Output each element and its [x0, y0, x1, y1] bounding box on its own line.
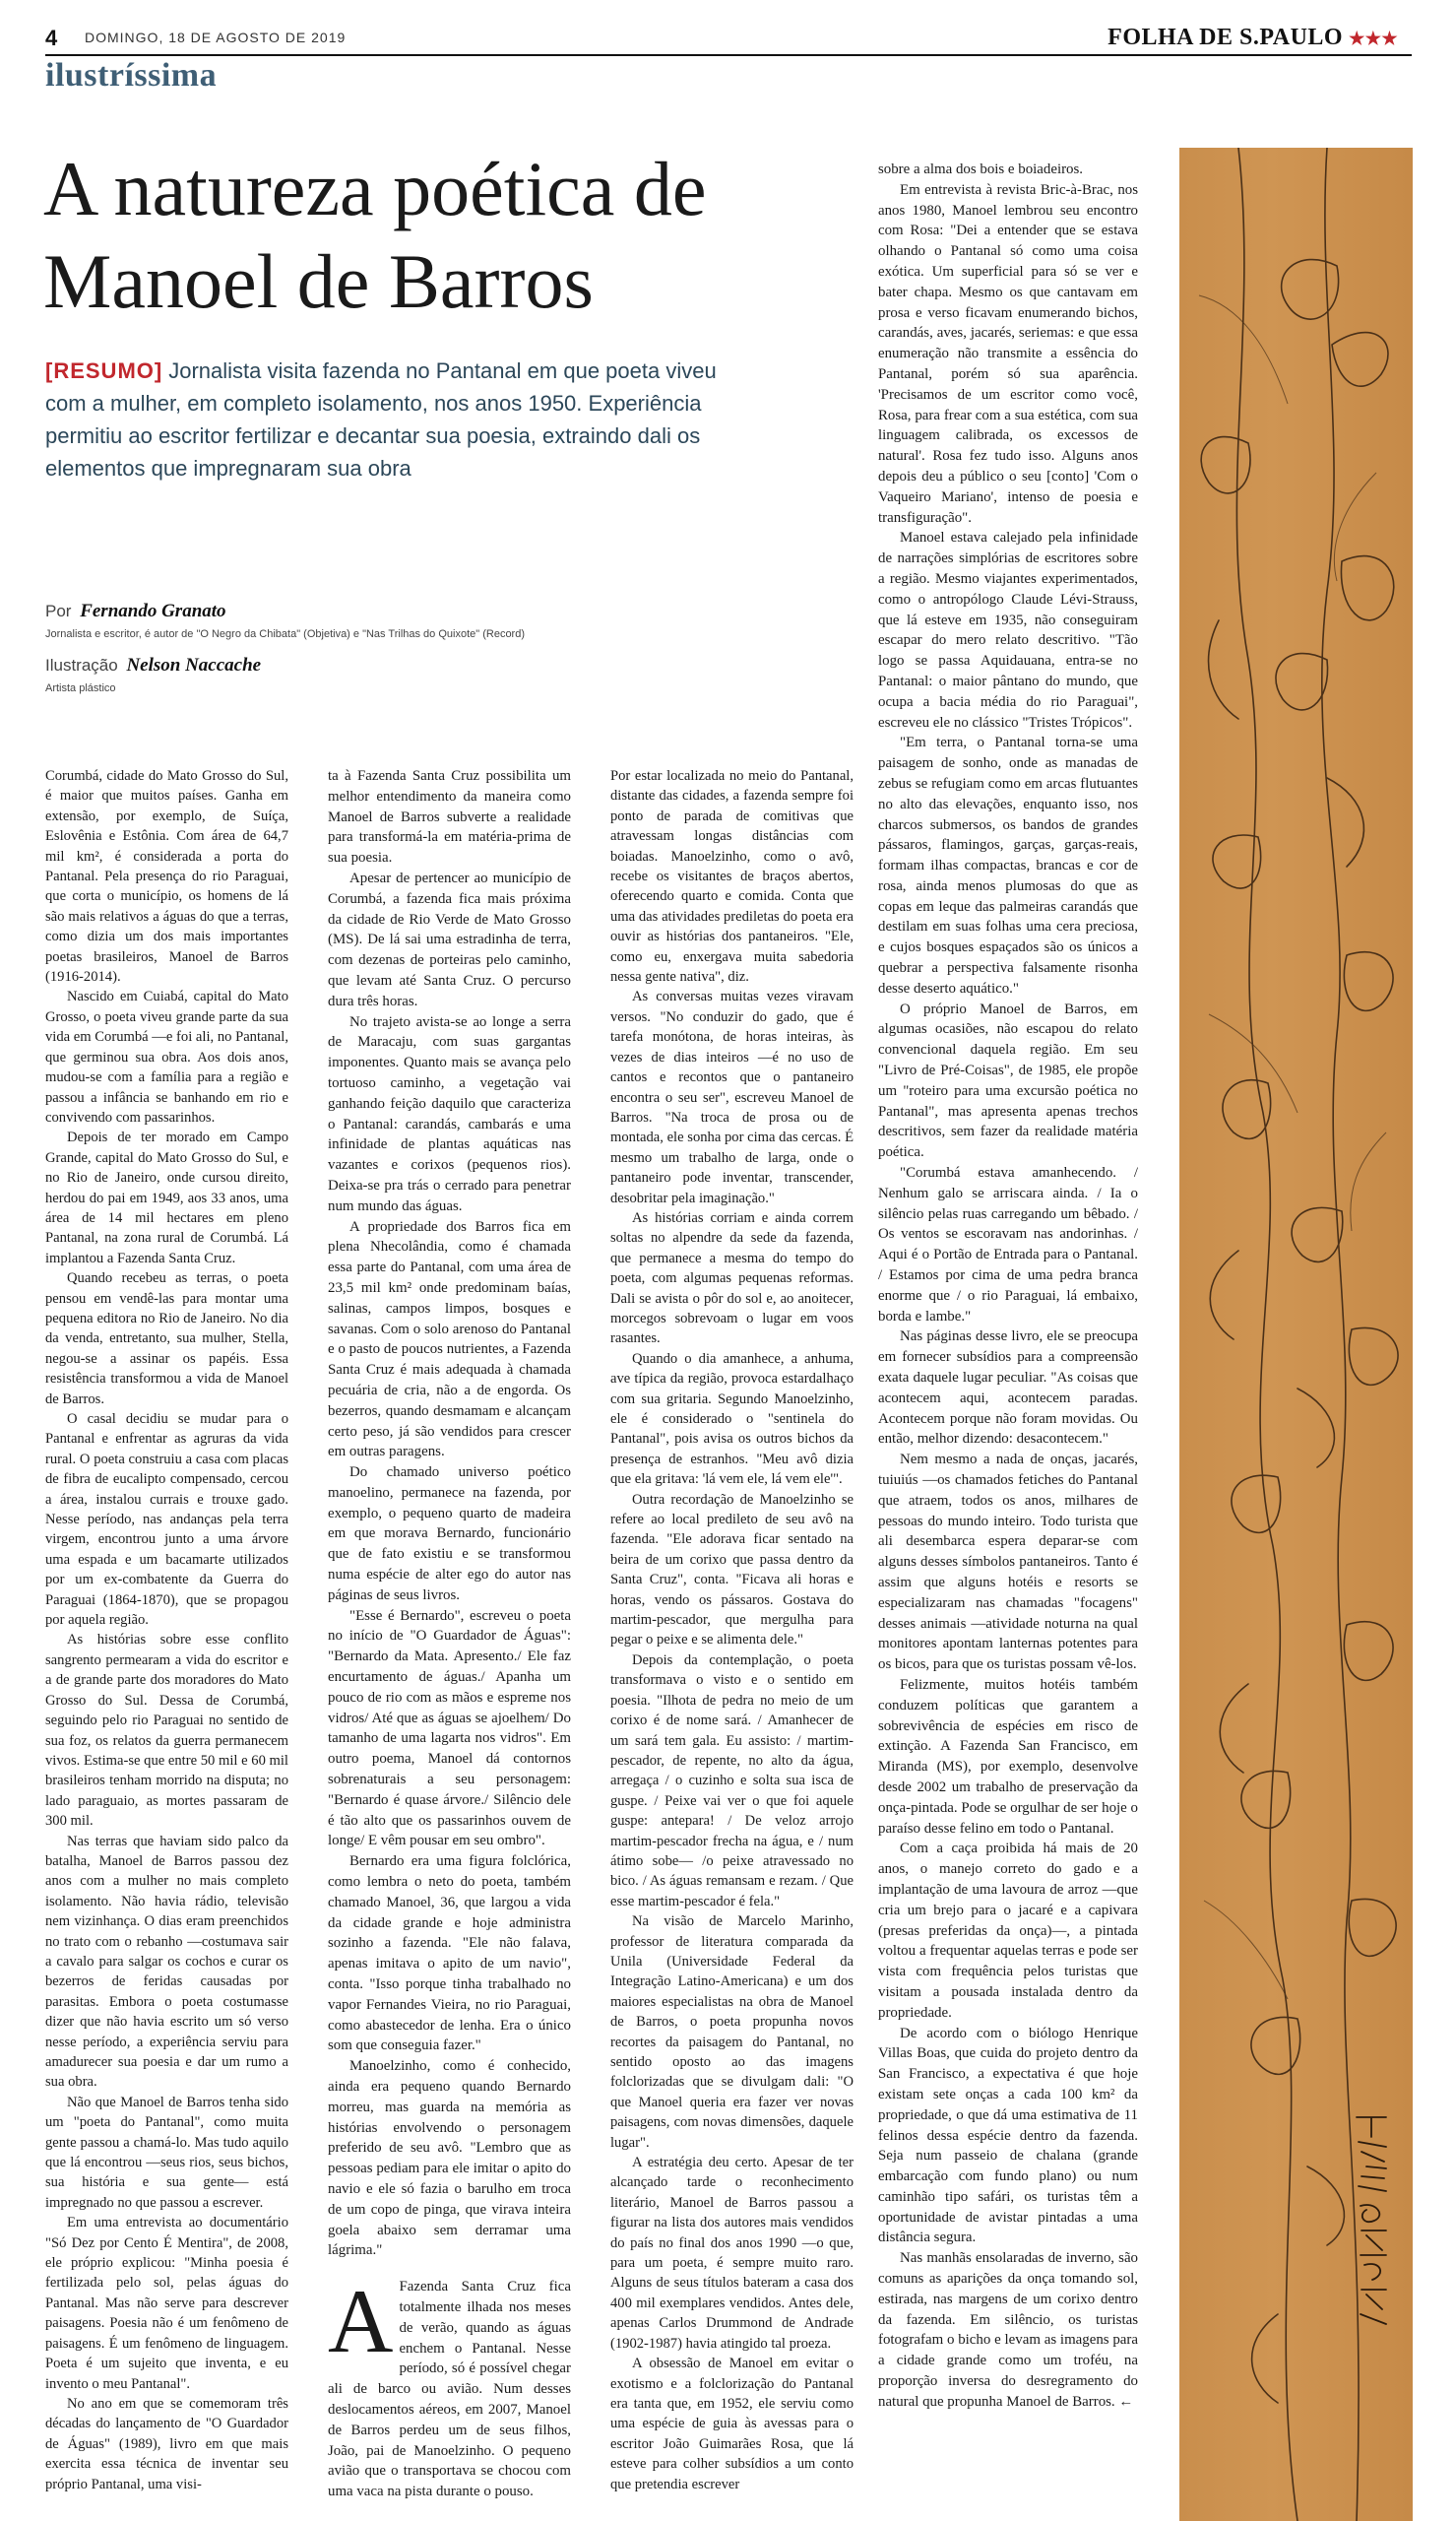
paragraph: sobre a alma dos bois e boiadeiros. — [878, 162, 1084, 177]
drop-cap: A — [328, 2271, 394, 2372]
author-bio: Jornalista e escritor, é autor de "O Negro da Chibata" (Objetiva) e "Nas Trilhas do Quixote" (Record) — [45, 628, 526, 640]
paragraph: Com a caça proibida há mais de 20 anos, o manejo correto do gado e a implantação de uma lavoura de arroz —que cria um brejo para o jacaré e a capivara (presas preferidas da onça)—, a pintada voltou a frequentar aquelas terras e pode ser vista com frequência pelos turistas que visitam a pousada instalada dentro da propriedade. — [878, 1841, 1138, 2021]
paragraph: O próprio Manoel de Barros, em algumas ocasiões, não escapou do relato convencional daquela região. Em seu "Livro de Pré-Coisas", de 1985, ele propõe um "roteiro para uma excursão poética no Pantanal", mas apresenta apenas trechos descritivos, sem fazer da realidade matéria poética. — [878, 1001, 1138, 1161]
summary — [45, 355, 754, 485]
article-column-3 — [610, 766, 854, 2494]
paragraph: Nem mesmo a nada de onças, jacarés, tuiuiús —os chamados fetiches do Pantanal que atraem, todos os anos, milhares de pessoas do mundo inteiro. Todo turista que ali desembarca espera deparar-se com alguns desses símbolos pantaneiros. Tanto é assim que alguns hotéis e resorts se especializaram nas chamadas "focagens" desses animais —atividade noturna na qual monitores apontam lanternas potentes para os bicos, para que os turistas possam vê-los. — [878, 1452, 1138, 1673]
summary-tag: [RESUMO] — [45, 358, 163, 383]
paragraph: Quando recebeu as terras, o poeta pensou em vendê-las para montar uma pequena editora no Rio de Janeiro. No dia da venda, entretanto, sua mulher, Stella, negou-se a assinar os papéis. Essa resistência transformou a vida de Manoel de Barros. — [45, 1270, 288, 1407]
illustrator-name: Nelson Naccache — [126, 655, 262, 676]
paragraph: O casal decidiu se mudar para o Pantanal e enfrentar as agruras da vida rural. O poeta construiu a casa com placas de fibra de eucalipto compensado, cercou a área, instalou currais e trouxe gado. Nesse período, nas andanças pela terra virgem, encontrou junto a uma árvore uma espada e um bacamarte utilizados por um ex-combatente da Guerra do Paraguai (1864-1870), que se propagou por aquela região. — [45, 1411, 288, 1629]
paragraph: A estratégia deu certo. Apesar de ter alcançado tarde o reconhecimento literário, Manoel de Barros passou a figurar na lista dos autores mais vendidos do país no final dos anos 1990 —o que, para um poeta, é sempre muito raro. Alguns de seus títulos bateram a casa dos 400 mil exemplares vendidos. Antes dele, apenas Carlos Drummond de Andrade (1902-1987) havia atingido tal proeza. — [610, 2155, 854, 2352]
dateline: DOMINGO, 18 DE AGOSTO DE 2019 — [85, 30, 347, 45]
illustration-panel — [1179, 148, 1413, 2521]
byline-prefix: Por — [45, 602, 72, 620]
paragraph: A obsessão de Manoel em evitar o exotismo e a folclorização do Pantanal era tanta que, em 1952, ele serviu como uma espécie de guia às avessas para o escritor João Guimarães Rosa, que lá esteve para colher subsídios a um conto que pretendia escrever — [610, 2356, 854, 2492]
header-rule — [45, 54, 1412, 56]
dropcap-text: Fazenda Santa Cruz fica totalmente ilhada nos meses de verão, quando as águas enchem o Pantanal. Nesse período, só é possível chegar ali de barco ou avião. Num desses deslocamentos aéreos, em 2007, Manoel de Barros perdeu um de seus filhos, João, pai de Manoelzinho. O pequeno avião que o transportava se chocou com uma vaca na pista durante o pouso. — [328, 2279, 571, 2500]
paragraph: Bernardo era uma figura folclórica, como lembra o neto do poeta, também chamado Manoel, 36, que largou a vida da cidade grande e hoje administra sozinho a fazenda. "Ele não falava, apenas imitava o apito de um navio", conta. "Isso porque tinha trabalhado no vapor Fernandes Vieira, no rio Paraguai, como abastecedor de lenha. Era o único som que conseguia fazer." — [328, 1853, 571, 2054]
illustration-prefix: Ilustração — [45, 656, 118, 675]
brand-stars-icon: ★★★ — [1349, 29, 1398, 48]
paragraph: As histórias sobre esse conflito sangrento permearam a vida do escritor e a de grande parte dos moradores do Mato Grosso do Sul. Dessa de Corumbá, seguindo pelo rio Paraguai no sentido de sua foz, os relatos da guerra permanecem vivos. Estima-se que entre 50 mil e 60 mil brasileiros tenham morrido na disputa; no lado paraguaio, as mortes passaram de 300 mil. — [45, 1632, 288, 1830]
summary-text: Jornalista visita fazenda no Pantanal em que poeta viveu com a mulher, em completo isolamento, nos anos 1950. Experiência permitiu ao escritor fertilizar e decantar sua poesia, extraindo dali os elementos que impregnaram sua obra — [45, 358, 717, 481]
paragraph: Felizmente, muitos hotéis também conduzem políticas que garantem a sobrevivência de espécies em risco de extinção. A Fazenda San Francisco, em Miranda (MS), por exemplo, desenvolve desde 2002 um trabalho de preservação da onça-pintada. Pode se orgulhar de ser hoje o paraíso desse felino em todo o Pantanal. — [878, 1676, 1138, 1837]
paragraph: Manoel estava calejado pela infinidade de narrações simplórias de escritores sobre a região. Mesmo viajantes experimentados, como o antropólogo Claude Lévi-Strauss, que lá esteve em 1935, não conseguiram escapar do mero relato descritivo. "Tão logo se passa Aquidauana, entra-se no Pantanal: o maior pântano do mundo, que ocupa a bacia média do rio Paraguai", escreveu ele no clássico "Tristes Trópicos". — [878, 530, 1138, 731]
paragraph: "Corumbá estava amanhecendo. / Nenhum galo se arriscara ainda. / Ia o silêncio pelas ruas carregando um bêbado. / Os ventos se escoravam nas andorinhas. / Aqui é o Portão de Entrada para o Pantanal. / Estamos por cima de uma pedra branca enorme que / o rio Paraguai, lá embaixo, borda e lambe." — [878, 1165, 1138, 1325]
paragraph: Do chamado universo poético manoelino, permanece na fazenda, por exemplo, o pequeno quarto de madeira em que morava Bernardo, funcionário que de fato existiu e se transformou numa espécie de alter ego do autor nas páginas de seus livros. — [328, 1464, 571, 1603]
paragraph: Corumbá, cidade do Mato Grosso do Sul, é maior que muitos países. Ganha em extensão, por exemplo, de Suíça, Eslovênia e Estônia. Com área de 64,7 mil km², é considerada a porta do Pantanal. Pela presença do rio Paraguai, que corta o município, os homens de lá são mais relativos a águas do que a terras, como dizia um dos mais importantes poetas brasileiros, Manoel de Barros (1916-2014). — [45, 768, 288, 986]
article-column-2 — [328, 766, 571, 2502]
illustration-credit — [45, 655, 261, 677]
paragraph: As conversas muitas vezes viravam versos. "No conduzir do gado, que é tarefa monótona, de horas inteiras, às vezes de dias inteiros —é no uso de cantos e recontos que o pantaneiro encontra o seu ser", escreveu Manoel de Barros. "Na troca de prosa ou de montada, ele sonha por cima das cercas. É mesmo um trabalho de larga, onde o pantaneiro pode inventar, transcender, desobritar pela imaginação." — [610, 989, 854, 1206]
paragraph: ta à Fazenda Santa Cruz possibilita um melhor entendimento da maneira como Manoel de Barros subverte a realidade para transformá-la em matéria-prima de sua poesia. — [328, 768, 571, 867]
paragraph: De acordo com o biólogo Henrique Villas Boas, que cuida do projeto dentro da San Francisco, a expectativa é que hoje existam sete onças a cada 100 km² da propriedade, o que dá uma estimativa de 11 felinos dessa espécie dentro da fazenda. Seja num passeio de chalana (grande embarcação com fundo plano) ou num caminhão tipo safári, os turistas têm a oportunidade de avistar pintadas a uma distância segura. — [878, 2025, 1138, 2246]
paragraph: Manoelzinho, como é conhecido, ainda era pequeno quando Bernardo morreu, mas guarda na memória as histórias envolvendo o personagem preferido de seu avô. "Lembro que as pessoas pediam para ele imitar o apito do navio e ele só fazia o barulho em troca de um copo de pinga, que virava inteira goela abaixo sem derramar uma lágrima." — [328, 2058, 571, 2259]
paragraph: Nas páginas desse livro, ele se preocupa em fornecer subsídios para a compreensão exata daquele lugar peculiar. "As coisas que acontecem aqui, acontecem paradas. Acontecem porque não foram movidas. Ou então, melhor dizendo: desacontecem." — [878, 1328, 1138, 1448]
paragraph: Na visão de Marcelo Marinho, professor de literatura comparada da Unila (Universidade Federal da Integração Latino-Americana) e um dos maiores especialistas na obra de Manoel de Barros, o poeta propunha novos recortes da paisagem do Pantanal, no sentido oposto ao das imagens folclorizadas que se divulgam dali: "O que Manoel queria era fazer ver novas paisagens, com novas dimensões, daquele lugar". — [610, 1913, 854, 2151]
illustrator-bio: Artista plástico — [45, 682, 116, 694]
paragraph-dropcap — [328, 2271, 571, 2502]
paragraph: Em uma entrevista ao documentário "Só Dez por Cento É Mentira", de 2008, ele próprio explicou: "Minha poesia é fertilizada pelo sol, pelas águas do Pantanal. Mas não serve para descrever paisagens. Poesia não é um fenômeno de paisagens. É um fenômeno de linguagem. Poeta é um sujeito que inventa, e eu invento o meu Pantanal". — [45, 2215, 288, 2392]
paragraph: No trajeto avista-se ao longe a serra de Maracaju, com suas gargantas imponentes. Quanto mais se avança pelo tortuoso caminho, a vegetação vai ganhando feição daquilo que caracteriza o Pantanal: carandás, cambarás e uma infinidade de plantas aquáticas nas vazantes e corixos (pequenos rios). Deixa-se pra trás o cerrado para penetrar num mundo das águas. — [328, 1013, 571, 1214]
paragraph: "Esse é Bernardo", escreveu o poeta no início de "O Guardador de Águas": "Bernardo da Mata. Apresento./ Ele faz encurtamento de águas./ Apanha um pouco de rio com as mãos e espreme nos vidros/ Até que as águas se ajoelhem/ Do tamanho de uma lagarta nos vidros". Em outro poema, Manoel dá contornos sobrenaturais a seu personagem: "Bernardo é quase árvore./ Silêncio dele é tão alto que os passarinhos ouvem de longe/ E vêm pousar em seu ombro". — [328, 1607, 571, 1849]
page-number: 4 — [45, 26, 58, 50]
article-column-4 — [878, 160, 1138, 2413]
paragraph: Nascido em Cuiabá, capital do Mato Grosso, o poeta viveu grande parte da sua vida em Corumbá —e foi ali, no Pantanal, que germinou sua obra. Aos dois anos, mudou-se com a família para a região e passou a infância se banhando em rio e convivendo com passarinhos. — [45, 989, 288, 1126]
byline — [45, 601, 226, 622]
paragraph: A propriedade dos Barros fica em plena Nhecolândia, como é chamada essa parte do Pantanal, com uma área de 23,5 mil km² onde predominam baías, salinas, campos limpos, bosques e savanas. Com o solo arenoso do Pantanal e o pasto de poucos nutrientes, a Fazenda Santa Cruz é mais adequada à chamada pecuária de cria, não a de engorda. Os bezerros, quando desmamam e alcançam certo peso, já são vendidos para crescer em outras paragens. — [328, 1218, 571, 1460]
paragraph: Nas manhãs ensolaradas de inverno, são comuns as aparições da onça tomando sol, estirada, nas margens de um corixo dentro da fazenda. Em silêncio, os turistas fotografam o bicho e levam as imagens para a cidade grande como um troféu, na proporção inversa do desregramento do natural que propunha Manoel de Barros. ← — [878, 2250, 1138, 2410]
author-name: Fernando Granato — [80, 601, 226, 621]
article-column-1 — [45, 766, 288, 2494]
newspaper-brand — [1108, 25, 1398, 51]
paragraph: Não que Manoel de Barros tenha sido um "poeta do Pantanal", como muita gente passou a chamá-lo. Mas tudo aquilo que lá encontrou —seus rios, seus bichos, sua história e sua gente— está impregnado no que passou a escrever. — [45, 2094, 288, 2211]
artist-signature-image — [1347, 2107, 1406, 2334]
paragraph: Apesar de pertencer ao município de Corumbá, a fazenda fica mais próxima da cidade de Rio Verde de Mato Grosso (MS). De lá sai uma estradinha de terra, com dezenas de porteiras pelo caminho, que levam até Santa Cruz. O percurso dura três horas. — [328, 870, 571, 1009]
section-title: ilustríssima — [45, 57, 218, 94]
brand-name: FOLHA DE S.PAULO — [1108, 25, 1344, 50]
paragraph: No ano em que se comemoram três décadas do lançamento de "O Guardador de Águas" (1989), livro em que mais exercita essa técnica de inventar seu próprio Pantanal, uma visi- — [45, 2395, 288, 2492]
paragraph: Em entrevista à revista Bric-à-Brac, nos anos 1980, Manoel lembrou seu encontro com Rosa: "Dei a entender que se estava olhando o Pantanal só como uma coisa exótica. Um superficial para só se ver e bater chapa. Mesmo os que cantavam em prosa e verso ficavam enumerando bichos, carandás, aves, jacarés, seriemas: e que essa enumeração não transmite a essência do Pantanal, porém só sua aparência. 'Precisamos de um escritor como você, Rosa, para frear com a sua estética, com sua linguagem calibrada, os excessos de natural'. Rosa fez tudo isso. Alguns anos depois deu a público o seu [conto] 'Com o Vaqueiro Mariano', intenso de poesia e transfiguração". — [878, 181, 1138, 526]
paragraph: Nas terras que haviam sido palco da batalha, Manoel de Barros passou dez anos com a mulher no mais completo isolamento. Não havia rádio, televisão nem vizinhança. O dias eram preenchidos no trato com o rebanho —costumava sair a cavalo para salgar os cochos e curar os bezerros de feridas causadas por parasitas. Embora o poeta costumasse dizer que não havia escrito um só verso nesse período, a experiência serviu para amadurecer sua poesia e dar um rumo a sua obra. — [45, 1833, 288, 2091]
paragraph: "Em terra, o Pantanal torna-se uma paisagem de sonho, onde as manadas de zebus se refugiam como em arcas flutuantes no alto das elevações, enquanto isso, nos charcos submersos, os bandos de grandes pássaros, flamingos, garças, garças-reais, formam ilhas compactas, brancas e cor de rosa, ainda menos plumosas do que as copas em leque das palmeiras carandás que destilam em suas folhas uma cera preciosa, e cujos bosques espaçados são os únicos a quebrar a perspectiva falsamente risonha desse deserto aquático." — [878, 735, 1138, 997]
paragraph: Quando o dia amanhece, a anhuma, ave típica da região, provoca estardalhaço com sua gritaria. Segundo Manoelzinho, ele é considerado o "sentinela do Pantanal", pois avisa os outros bichos da presença de estranhos. "Meu avô dizia que ela gritava: 'lá vem ele, lá vem ele'". — [610, 1350, 854, 1488]
paragraph: Por estar localizada no meio do Pantanal, distante das cidades, a fazenda sempre foi ponto de parada de comitivas que atravessam longas distâncias com boiadas. Manoelzinho, como o avô, recebe os visitantes de braços abertos, oferecendo quarto e comida. Conta que uma das atividades prediletas do poeta era ouvir as histórias dos pantaneiros. "Ele, como eu, enxergava muita sabedoria nessa gente nativa", diz. — [610, 768, 854, 986]
paragraph: Depois de ter morado em Campo Grande, capital do Mato Grosso do Sul, e no Rio de Janeiro, onde cursou direito, herdou do pai em 1949, aos 33 anos, uma área de 14 mil hectares em pleno Pantanal, na zona rural de Corumbá. Lá implantou a Fazenda Santa Cruz. — [45, 1130, 288, 1266]
paragraph: Depois da contemplação, o poeta transformava o visto e o sentido em poesia. "Ilhota de pedra no meio de um corixo é de nome sará. / Amanhecer de um sará tem gala. Eu assisto: / martim-pescador, de repente, no alto da água, arregaça / o cuzinho e solta sua isca de guspe. / Peixe vai ver o que foi aquele guspe: antepara! / De veloz arrojo martim-pescador frecha na água, e / num átimo sobe— /o peixe atravessado no bico. / As águas remansam e rezam. / Que esse martim-pescador é fela." — [610, 1651, 854, 1909]
paragraph: As histórias corriam e ainda correm soltas no alpendre da sede da fazenda, que permanece a mesma do tempo do poeta, com algumas pequenas reformas. Dali se avista o pôr do sol e, ao anoitecer, morcegos sobrevoam o lugar em voos rasantes. — [610, 1209, 854, 1347]
headline: A natureza poética de Manoel de Barros — [43, 146, 707, 324]
paragraph: Outra recordação de Manoelzinho se refere ao local predileto de seu avô na fazenda. "Ele adorava ficar sentado na beira de um corixo que passa dentro da Santa Cruz", conta. "Ficava ali horas e horas, vendo os pássaros. Gostava do martim-pescador, que mergulha para pegar o peixe e se alimenta dele." — [610, 1491, 854, 1648]
